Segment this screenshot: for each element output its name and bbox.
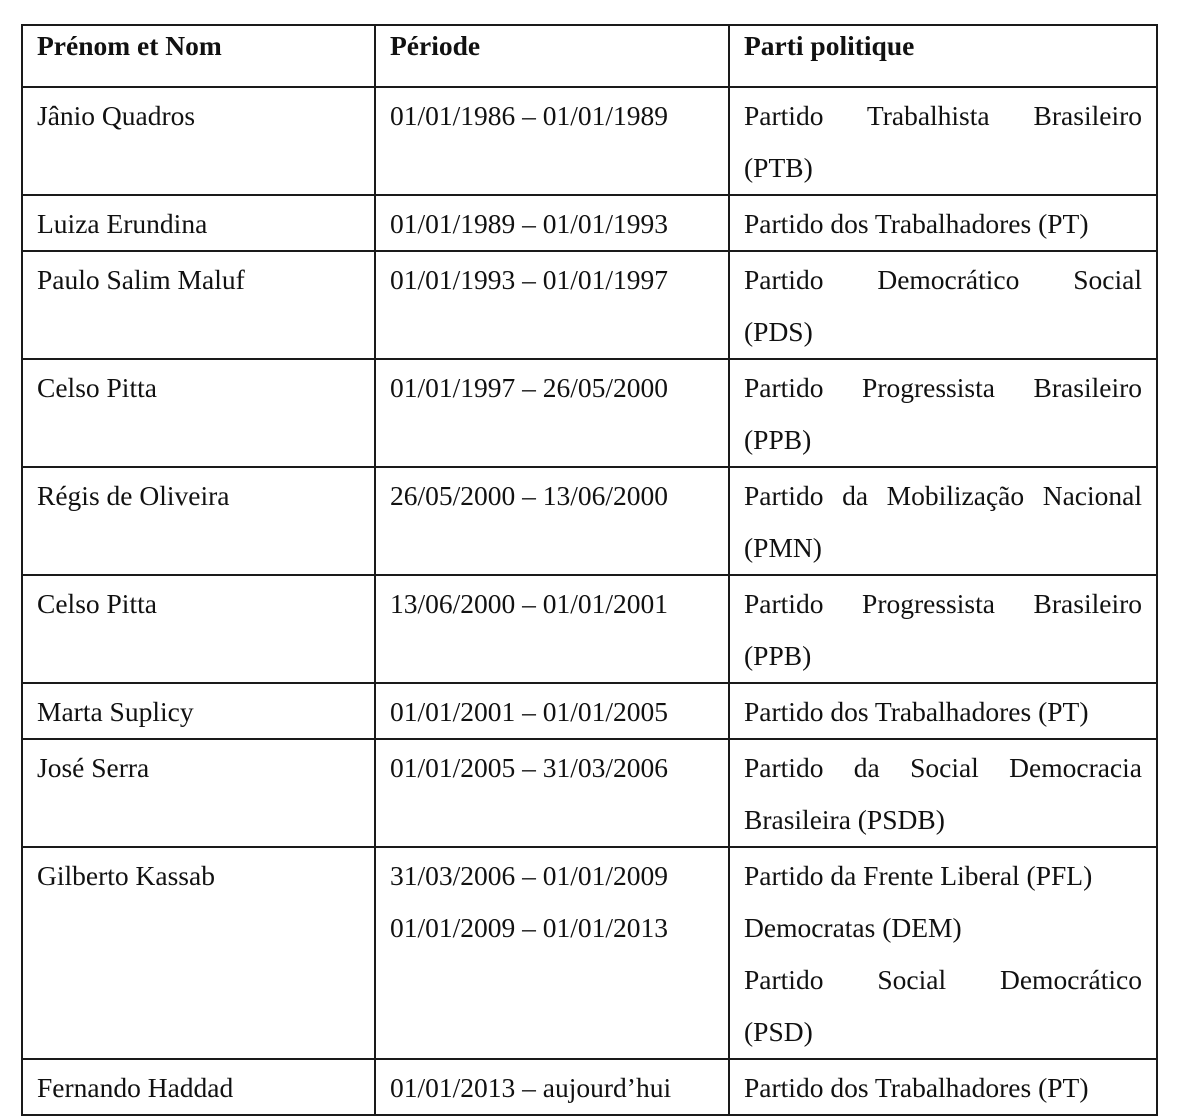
- cell-period: [375, 1059, 729, 1115]
- cell-name: Régis de Oliveira: [22, 467, 375, 575]
- party-line: Partido da Frente Liberal (PFL): [744, 860, 1093, 891]
- party-line: Partido dos Trabalhadores (PT): [744, 208, 1089, 239]
- party-line: Partido da Mobilização Nacional: [744, 480, 1142, 511]
- mayors-table: [21, 24, 1158, 1116]
- table-row: [22, 683, 1157, 739]
- cell-name: Celso Pitta: [22, 359, 375, 467]
- cell-party: [729, 87, 1157, 195]
- party-line: Partido Progressista Brasileiro: [744, 588, 1142, 619]
- period-line: 31/03/2006 – 01/01/2009: [390, 860, 669, 891]
- cell-party: [729, 251, 1157, 359]
- period-line: 01/01/2005 – 31/03/2006: [390, 752, 669, 783]
- party-line: (PDS): [744, 316, 813, 347]
- cell-party: [729, 1059, 1157, 1115]
- party-line: Partido da Social Democracia: [744, 752, 1142, 783]
- cell-name: Jânio Quadros: [22, 87, 375, 195]
- cell-name: Luiza Erundina: [22, 195, 375, 251]
- table-row: [22, 87, 1157, 195]
- party-line: (PMN): [744, 532, 822, 563]
- party-line: Partido Progressista Brasileiro: [744, 372, 1142, 403]
- cell-name: Marta Suplicy: [22, 683, 375, 739]
- cell-period: [375, 575, 729, 683]
- table-row: [22, 251, 1157, 359]
- header-name: Prénom et Nom: [22, 25, 375, 87]
- cell-party: [729, 575, 1157, 683]
- cell-period: [375, 359, 729, 467]
- period-line: 01/01/1989 – 01/01/1993: [390, 208, 669, 239]
- party-line: (PPB): [744, 640, 812, 671]
- header-party: Parti politique: [729, 25, 1157, 87]
- period-line: 01/01/2001 – 01/01/2005: [390, 696, 669, 727]
- cell-name: Paulo Salim Maluf: [22, 251, 375, 359]
- period-line: 13/06/2000 – 01/01/2001: [390, 588, 669, 619]
- cell-period: [375, 87, 729, 195]
- cell-party: [729, 359, 1157, 467]
- cell-name: Gilberto Kassab: [22, 847, 375, 1059]
- cell-party: [729, 683, 1157, 739]
- party-line: (PPB): [744, 424, 812, 455]
- party-line: (PSD): [744, 1016, 813, 1047]
- party-line: Partido Trabalhista Brasileiro: [744, 100, 1142, 131]
- cell-period: [375, 847, 729, 1059]
- table-row: [22, 359, 1157, 467]
- table-row: [22, 575, 1157, 683]
- party-line: Partido Democrático Social: [744, 264, 1142, 295]
- cell-party: [729, 739, 1157, 847]
- cell-name: Fernando Haddad: [22, 1059, 375, 1115]
- header-row: [22, 25, 1157, 87]
- table-row: [22, 1059, 1157, 1115]
- cell-name: Celso Pitta: [22, 575, 375, 683]
- table-body: [22, 87, 1157, 1115]
- table-row: [22, 847, 1157, 1059]
- period-line: 01/01/1997 – 26/05/2000: [390, 372, 669, 403]
- cell-period: [375, 467, 729, 575]
- party-line: Democratas (DEM): [744, 912, 962, 943]
- cell-period: [375, 251, 729, 359]
- period-line: 01/01/1993 – 01/01/1997: [390, 264, 669, 295]
- period-line: 01/01/2013 – aujourd’hui: [390, 1072, 672, 1103]
- cell-period: [375, 739, 729, 847]
- party-line: Partido dos Trabalhadores (PT): [744, 696, 1089, 727]
- period-line: 26/05/2000 – 13/06/2000: [390, 480, 669, 511]
- period-line: 01/01/1986 – 01/01/1989: [390, 100, 669, 131]
- party-line: (PTB): [744, 152, 813, 183]
- party-line: Partido dos Trabalhadores (PT): [744, 1072, 1089, 1103]
- party-line: Brasileira (PSDB): [744, 804, 945, 835]
- header-period: Période: [375, 25, 729, 87]
- table-row: [22, 467, 1157, 575]
- table-row: [22, 195, 1157, 251]
- cell-period: [375, 683, 729, 739]
- cell-period: [375, 195, 729, 251]
- cell-name: José Serra: [22, 739, 375, 847]
- cell-party: [729, 847, 1157, 1059]
- cell-party: [729, 467, 1157, 575]
- table-row: [22, 739, 1157, 847]
- party-line: Partido Social Democrático: [744, 964, 1142, 995]
- period-line: 01/01/2009 – 01/01/2013: [390, 912, 669, 943]
- cell-party: [729, 195, 1157, 251]
